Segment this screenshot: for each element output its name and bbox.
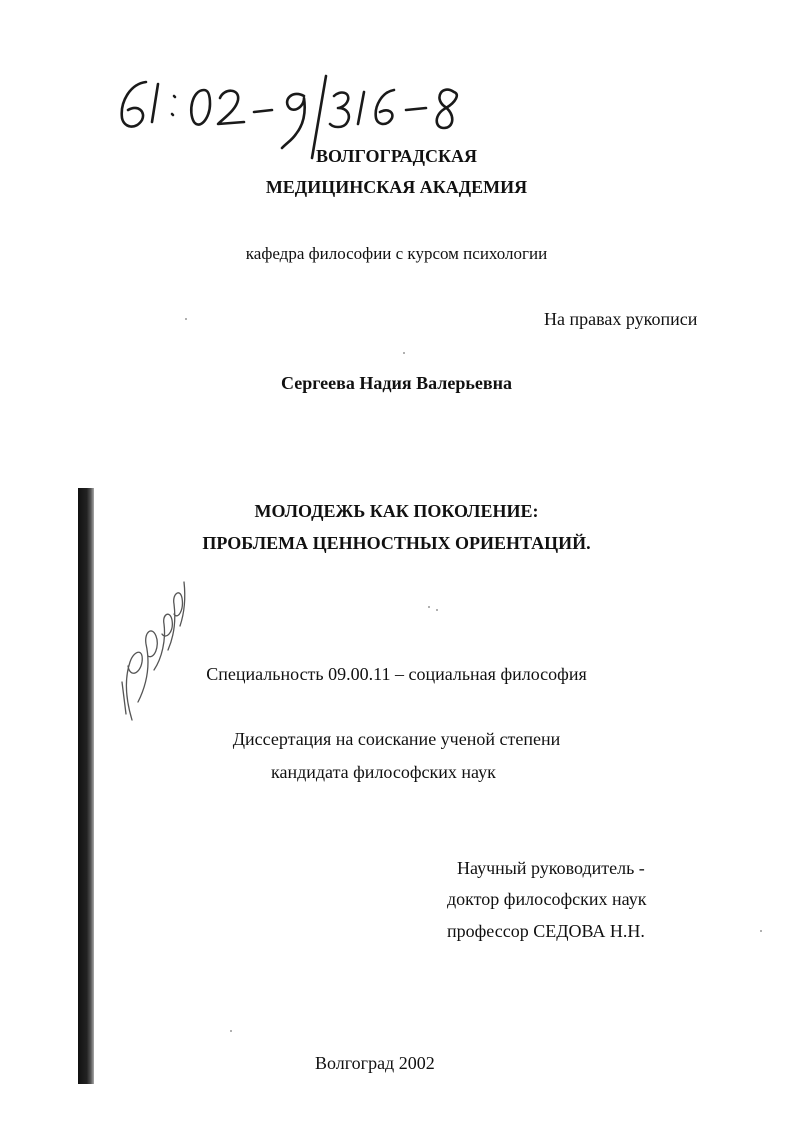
scan-edge-bar [78,488,94,1084]
department: кафедра философии с курсом психологии [245,244,548,263]
dissertation-title-line-1: МОЛОДЕЖЬ КАК ПОКОЛЕНИЕ: [254,501,539,521]
manuscript-note: На правах рукописи [544,309,698,329]
institution-line-2: МЕДИЦИНСКАЯ АКАДЕМИЯ [265,177,528,197]
dissertation-title-line-2: ПРОБЛЕМА ЦЕННОСТНЫХ ОРИЕНТАЦИЙ. [202,533,591,553]
scan-speck [230,1030,232,1032]
institution-line-1: ВОЛГОГРАДСКАЯ [315,146,478,166]
scan-speck [436,609,438,611]
supervisor-line-2: доктор философских наук [447,889,647,909]
scan-speck [403,352,405,354]
dissertation-degree-line-1: Диссертация на соискание ученой степени [232,729,561,749]
author-name: Сергеева Надия Валерьевна [281,373,512,393]
dissertation-degree-line-2: кандидата философских наук [271,762,496,782]
scan-speck [185,318,187,320]
place-year: Волгоград 2002 [315,1053,435,1073]
scan-speck [760,930,762,932]
scan-speck [428,606,430,608]
handwritten-signature [104,570,194,740]
supervisor-line-1: Научный руководитель - [457,858,645,878]
specialty: Специальность 09.00.11 – социальная философия [206,664,587,684]
supervisor-line-3: профессор СЕДОВА Н.Н. [447,921,645,941]
